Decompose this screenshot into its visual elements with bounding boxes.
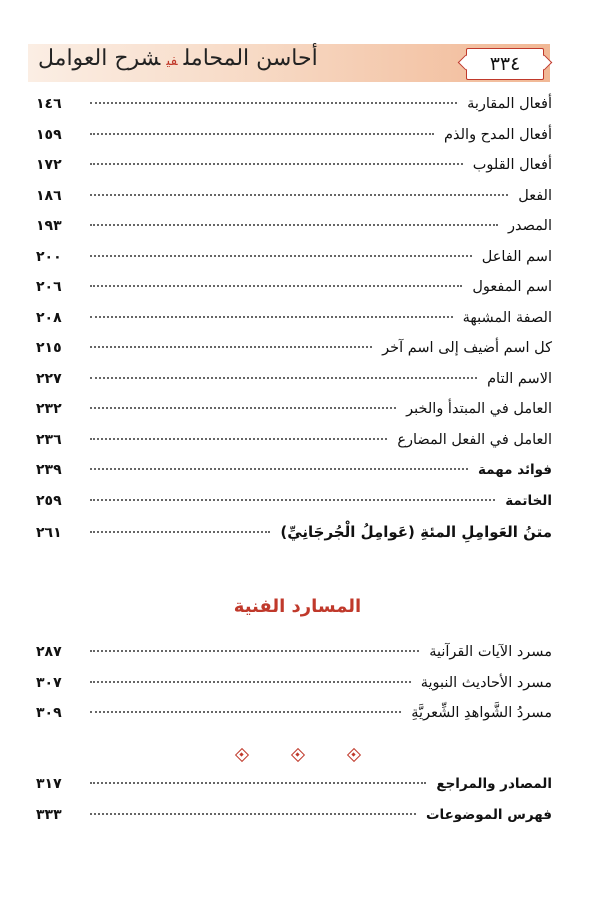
toc-main (36, 96, 552, 563)
leader-dots (90, 133, 434, 135)
leader-dots (90, 316, 453, 318)
toc-row-page: ٢٠٨ (36, 309, 62, 326)
toc-row[interactable] (36, 310, 552, 341)
leader-dots (90, 255, 472, 257)
ornament-icon (347, 748, 361, 762)
toc-row-label: العامل في المبتدأ والخبر (406, 401, 552, 417)
toc-row-page: ٢٢٧ (36, 370, 62, 387)
toc-row[interactable] (36, 493, 552, 524)
toc-row-label: أفعال المدح والذم (444, 126, 552, 143)
toc-row-label: الاسم التام (487, 370, 552, 387)
leader-dots (90, 224, 498, 226)
toc-row-label: المصدر (507, 218, 552, 234)
toc-row[interactable] (36, 462, 552, 493)
toc-row[interactable] (36, 371, 552, 402)
toc-row-label: كل اسم أضيف إلى اسم آخر (382, 340, 552, 356)
leader-dots (90, 499, 495, 501)
toc-row[interactable] (36, 401, 552, 432)
toc-row-label: العامل في الفعل المضارع (397, 431, 552, 448)
toc-row[interactable] (36, 776, 552, 807)
leader-dots (90, 377, 477, 379)
leader-dots (90, 531, 270, 533)
leader-dots (90, 438, 387, 440)
toc-row[interactable] (36, 279, 552, 310)
toc-row-page: ٢٣٩ (36, 462, 62, 478)
toc-row-label: أفعال القلوب (472, 157, 552, 173)
toc-row-page: ٢٠٠ (36, 248, 62, 265)
toc-row-page: ١٩٣ (36, 218, 62, 234)
toc-row-label: الصفة المشبهة (462, 309, 552, 326)
toc-row-page: ١٤٦ (36, 96, 62, 112)
page-number: ٣٣٤ (489, 53, 521, 75)
book-title (38, 46, 318, 71)
toc-row-label: اسم الفاعل (481, 248, 552, 265)
toc-row[interactable] (36, 675, 552, 706)
toc-row-label: مسرد الآيات القرآنية (429, 644, 552, 660)
toc-row[interactable] (36, 127, 552, 158)
toc-row-page: ٢٣٦ (36, 431, 62, 448)
book-title-part2: شرح العوامل (38, 46, 161, 71)
toc-row-page: ٢٣٢ (36, 401, 62, 417)
leader-dots (90, 813, 416, 815)
toc-row-label: متنُ العَوامِلِ المئةِ (عَوامِلُ الْجُرجَانِيِّ) (280, 523, 552, 541)
ornament-icon (235, 748, 249, 762)
leader-dots (90, 407, 396, 409)
toc-row-label: اسم المفعول (472, 279, 552, 295)
toc-row-label: فوائد مهمة (477, 462, 552, 478)
toc-indexes (36, 644, 552, 736)
toc-row[interactable] (36, 218, 552, 249)
toc-row[interactable] (36, 249, 552, 280)
toc-end (36, 776, 552, 837)
toc-row-page: ١٥٩ (36, 126, 62, 143)
toc-row-label: المصادر والمراجع (436, 776, 552, 792)
toc-row[interactable] (36, 523, 552, 563)
toc-row-label: أفعال المقاربة (467, 96, 552, 112)
toc-row-page: ٢٠٦ (36, 279, 62, 295)
toc-row-page: ٢٥٩ (36, 492, 62, 509)
toc-row[interactable] (36, 96, 552, 127)
toc-row-page: ٣٠٩ (36, 705, 62, 721)
leader-dots (90, 650, 419, 652)
leader-dots (90, 163, 463, 165)
toc-row-label: مسردُ الشَّواهدِ الشِّعريَّةِ (411, 705, 552, 721)
leader-dots (90, 468, 468, 470)
toc-row-page: ٢٦١ (36, 525, 62, 541)
toc-row-label: فهرس الموضوعات (425, 806, 552, 823)
toc-row-page: ٣٣٣ (36, 806, 62, 823)
toc-row[interactable] (36, 157, 552, 188)
toc-row[interactable] (36, 340, 552, 371)
toc-row-page: ٢١٥ (36, 340, 62, 356)
toc-row-page: ٣١٧ (36, 776, 62, 792)
toc-row[interactable] (36, 705, 552, 736)
toc-row[interactable] (36, 188, 552, 219)
book-title-part1: أحاسن المحامل (183, 46, 318, 71)
book-title-fi: في (166, 53, 178, 69)
leader-dots (90, 711, 401, 713)
page-header (28, 44, 550, 82)
toc-row-label: الخاتمة (505, 492, 552, 509)
toc-row-page: ١٨٦ (36, 187, 62, 204)
leader-dots (90, 285, 462, 287)
toc-row-page: ٣٠٧ (36, 674, 62, 691)
leader-dots (90, 782, 426, 784)
toc-row-label: مسرد الأحاديث النبوية (420, 674, 552, 691)
toc-row[interactable] (36, 807, 552, 838)
toc-row[interactable] (36, 644, 552, 675)
leader-dots (90, 102, 457, 104)
leader-dots (90, 194, 508, 196)
leader-dots (90, 346, 372, 348)
section-heading: المسارد الفنية (233, 596, 362, 617)
toc-row-label: الفعل (518, 187, 552, 204)
toc-row-page: ١٧٢ (36, 157, 62, 173)
page-number-box (466, 48, 544, 80)
leader-dots (90, 681, 411, 683)
toc-row-page: ٢٨٧ (36, 644, 62, 660)
toc-row[interactable] (36, 432, 552, 463)
ornament-icon (291, 748, 305, 762)
ornament-divider (0, 748, 595, 762)
